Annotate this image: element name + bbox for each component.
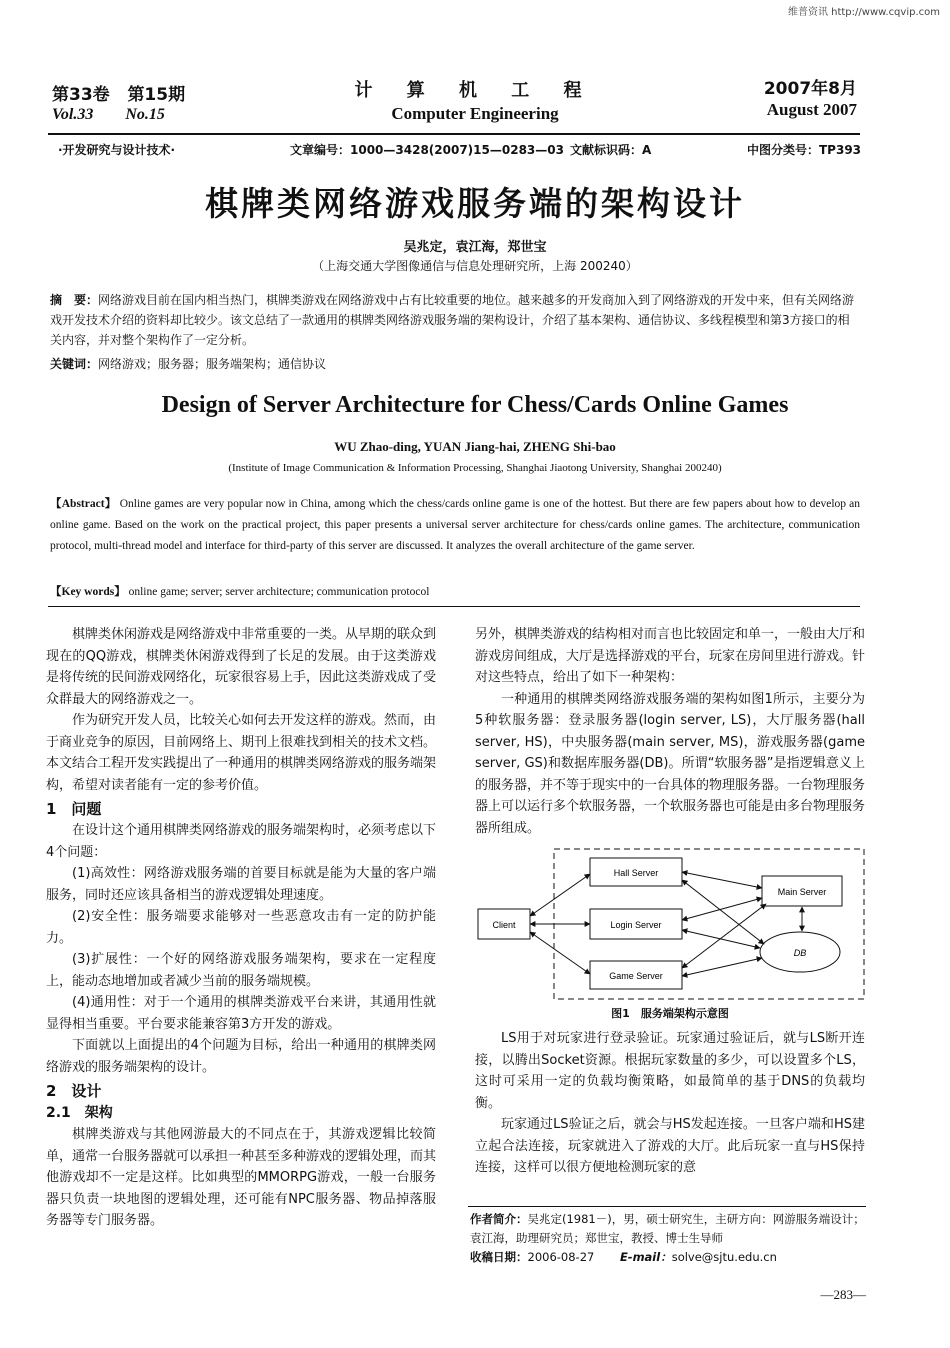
- paragraph: 玩家通过LS验证之后，就会与HS发起连接。一旦客户端和HS建立起合法连接，玩家就进入了游戏的大厅。此后玩家一直与HS保持连接，这样可以很方便地检测玩家的意: [475, 1117, 865, 1175]
- volume-en: Vol.33: [52, 106, 94, 123]
- publish-date-en: August 2007: [766, 100, 857, 119]
- author-bio: [470, 1210, 866, 1248]
- volume-cn: 第33卷: [52, 85, 110, 105]
- paragraph: (2)安全性：服务端要求能够对一些恶意攻击有一定的防护能力。: [46, 909, 436, 946]
- received-date-line: [470, 1248, 866, 1267]
- issue-en: No.15: [125, 106, 165, 123]
- footnote-rule: [468, 1206, 866, 1207]
- document-code: 文献标识码：A: [570, 143, 652, 157]
- author-note: [470, 1210, 866, 1267]
- game-server-label: Game Server: [609, 971, 663, 981]
- article-number: 文章编号：1000—3428(2007)15—0283—03: [290, 143, 564, 157]
- section-label: ·开发研究与设计技术·: [58, 143, 176, 157]
- paper-title-en: Design of Server Architecture for Chess/Cards Online Games: [161, 392, 789, 418]
- keywords-en-text: online game; server; server architecture; communication protocol: [128, 586, 430, 598]
- affiliation-cn: （上海交通大学图像通信与信息处理研究所，上海 200240）: [312, 259, 638, 273]
- page-number: —283—: [820, 1287, 866, 1302]
- issue-cn: 第15期: [127, 85, 186, 105]
- paragraph: 另外，棋牌类游戏的结构相对而言也比较固定和单一，一般由大厅和游戏房间组成，大厅是选择游戏的平台，玩家在房间里进行游戏。针对这些特点，给出了如下一种架构：: [475, 627, 866, 685]
- db-label: DB: [793, 948, 807, 958]
- email-label: E-mail：: [619, 1250, 672, 1264]
- paragraph: 下面就以上面提出的4个问题为目标，给出一种通用的棋牌类网络游戏的服务端架构的设计。: [46, 1038, 436, 1075]
- edge-hall-main: [682, 872, 762, 888]
- figure-caption: 图1 服务端架构示意图: [611, 1007, 729, 1020]
- journal-name-en: Computer Engineering: [391, 104, 559, 123]
- email-address[interactable]: solve@sjtu.edu.cn: [671, 1250, 777, 1264]
- received-date-label: 收稿日期：: [470, 1250, 528, 1264]
- edge-game-db: [682, 958, 762, 976]
- section-heading-1: 1 问题: [46, 800, 102, 818]
- edge-client-hall: [530, 874, 590, 916]
- journal-name-cn: 计 算 机 工 程: [354, 80, 596, 101]
- body-left-column: [46, 624, 436, 1232]
- paragraph: 一种通用的棋牌类网络游戏服务端的架构如图1所示，主要分为5种软服务器：登录服务器(login server, LS)，大厅服务器(hall server, HS)，中央服务器(main server, MS)，游戏服务器(game server, GS)和数据库服务器(DB)。所谓“软服务器”是指逻辑意义上的服务器，并不等于现实中的一台具体的物理服务器。一台物理服务器上可以运行多个软服务器，一个软服务器也可能是由多台物理服务器所组成。: [475, 691, 866, 836]
- paragraph: 棋牌类游戏与其他网游最大的不同点在于，其游戏逻辑比较简单，通常一台服务器就可以承担一种甚至多种游戏的逻辑处理，而其他游戏却不一定是这样。比如典型的MMORPG游戏，一般一台服务器只负责一块地图的逻辑处理，还可能有NPC服务器、物品掉落服务器等专门服务器。: [46, 1127, 437, 1228]
- keywords-en-label: 【Key words】: [50, 586, 126, 598]
- hall-server-label: Hall Server: [613, 868, 659, 878]
- publish-date-cn: 2007年8月: [763, 79, 857, 99]
- main-server-label: Main Server: [777, 887, 827, 897]
- body-right-column-top: [475, 624, 865, 839]
- abstract-cn: [50, 290, 858, 350]
- header-rule: [48, 133, 860, 135]
- body-right-column-bottom: [475, 1028, 865, 1179]
- edge-hall-db: [682, 880, 764, 944]
- watermark: 维普资讯 http://www.cqvip.com: [787, 7, 940, 18]
- classification-number: 中图分类号：TP393: [747, 143, 862, 157]
- paragraph: 作为研究开发人员，比较关心如何去开发这样的游戏。然而，由于商业竞争的原因，目前网络上、期刊上很难找到相关的技术文档。本文结合工程开发实践提出了一种通用的棋牌类网络游戏的服务端架构，希望对读者能有一定的参考价值。: [46, 713, 437, 793]
- section-heading-2: 2 设计: [46, 1082, 102, 1100]
- abstract-en: [50, 494, 860, 557]
- authors-en: WU Zhao-ding, YUAN Jiang-hai, ZHENG Shi-bao: [334, 439, 616, 454]
- edge-client-game: [530, 932, 590, 974]
- edge-login-db: [682, 930, 760, 948]
- paper-title-cn: 棋牌类网络游戏服务端的架构设计: [205, 184, 745, 223]
- client-label: Client: [492, 920, 516, 930]
- keywords-cn-label: 关键词：: [50, 357, 99, 371]
- affiliation-en: (Institute of Image Communication & Information Processing, Shanghai Jiaotong University, Shanghai 200240): [228, 462, 722, 474]
- abstract-rule: [48, 606, 860, 607]
- abstract-cn-label: 摘 要：: [50, 293, 99, 307]
- paragraph: (4)通用性：对于一个通用的棋牌类游戏平台来讲，其通用性就显得相当重要。平台要求能兼容第3方开发的游戏。: [46, 995, 436, 1032]
- abstract-cn-text: 网络游戏目前在国内相当热门，棋牌类游戏在网络游戏中占有比较重要的地位。越来越多的开发商加入到了网络游戏的开发中来，但有关网络游戏开发技术介绍的资料却比较少。该文总结了一款通用的棋牌类网络游戏服务端的架构设计，介绍了基本架构、通信协议、多线程模型和第3方接口的相关内容，并对整个架构作了一定分析。: [50, 293, 855, 347]
- received-date: 2006-08-27: [527, 1250, 595, 1264]
- abstract-en-label: 【Abstract】: [50, 498, 117, 510]
- paragraph: 在设计这个通用棋牌类网络游戏的服务端架构时，必须考虑以下4个问题：: [46, 823, 437, 860]
- authors-cn: 吴兆定，袁江海，郑世宝: [403, 240, 547, 255]
- keywords-cn: [50, 355, 858, 372]
- keywords-en: [50, 583, 860, 599]
- paragraph: 棋牌类休闲游戏是网络游戏中非常重要的一类。从早期的联众到现在的QQ游戏，棋牌类休闲游戏得到了长足的发展。由于这类游戏是将传统的民间游戏网络化，玩家很容易上手，因此这类游戏成了受众群最大的网络游戏之一。: [46, 627, 437, 707]
- paragraph: (1)高效性：网络游戏服务端的首要目标就是能为大量的客户端服务，同时还应该具备相当的游戏逻辑处理速度。: [46, 866, 436, 903]
- author-bio-label: 作者简介：: [470, 1212, 528, 1226]
- subsection-heading-2-1: 2.1 架构: [46, 1105, 113, 1121]
- author-bio-text: 吴兆定(1981－)，男，硕士研究生，主研方向：网游服务端设计；袁江海，助理研究员；郑世宝，教授、博士生导师: [470, 1212, 865, 1245]
- architecture-diagram: [472, 846, 868, 1008]
- paragraph: (3)扩展性：一个好的网络游戏服务端架构，要求在一定程度上，能动态地增加或者减少当前的服务端规模。: [46, 952, 436, 989]
- keywords-cn-text: 网络游戏；服务器；服务端架构；通信协议: [98, 357, 327, 371]
- paragraph: LS用于对玩家进行登录验证。玩家通过验证后，就与LS断开连接，以腾出Socket资源。根据玩家数量的多少，可以设置多个LS，这时可采用一定的负载均衡策略，如最简单的基于DNS的负载均衡。: [475, 1031, 865, 1111]
- login-server-label: Login Server: [610, 920, 662, 930]
- abstract-en-text: Online games are very popular now in China, among which the chess/cards online game is one of the hottest. But there are few papers about how to develop an online game. Based on the work on the practical project, this paper presents a universal server architecture for chess/cards online games. The architecture, communication protocol, multi-thread model and interface for third-party of this server are discussed. It analyzes the overall architecture of the game server.: [50, 498, 861, 552]
